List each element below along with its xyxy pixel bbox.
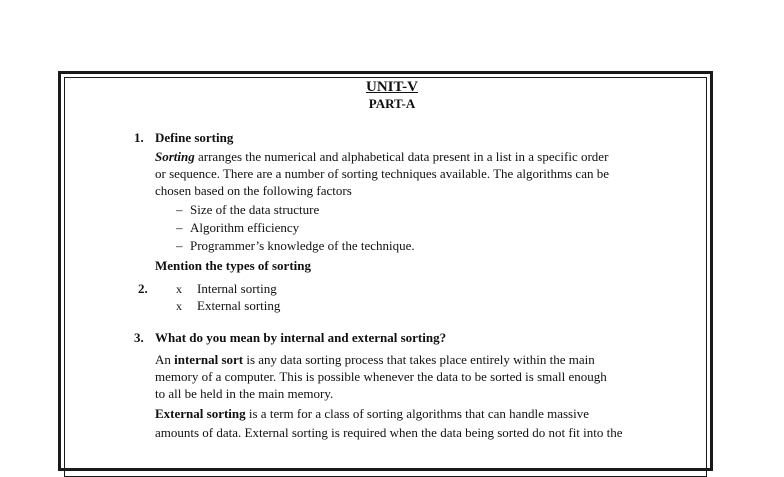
q3-p1-line3: to all be held in the main memory.: [155, 386, 334, 401]
q3-p1-a: An: [155, 352, 175, 367]
dash-bullet: –: [176, 238, 183, 253]
dash-bullet: –: [176, 220, 183, 235]
q3-p1-line2: memory of a computer. This is possible whenever the data to be sorted is small enough: [155, 369, 607, 384]
factor-item: Algorithm efficiency: [190, 220, 300, 235]
dash-bullet: –: [176, 202, 183, 217]
part-heading: PART-A: [368, 96, 416, 111]
factor-item: Programmer’s knowledge of the technique.: [190, 238, 415, 253]
q1-line2: or sequence. There are a number of sorting techniques available. The algorithms can be: [155, 166, 609, 181]
q1-line3: chosen based on the following factors: [155, 183, 352, 198]
factor-item: Size of the data structure: [190, 202, 320, 217]
q3-internal-term: internal sort: [174, 352, 244, 367]
x-bullet: x: [176, 299, 182, 313]
q3-p2-rest: is a term for a class of sorting algorithms that can handle massive: [245, 406, 589, 421]
q3-external-term: External sorting: [155, 406, 246, 421]
q3-p2-line1: [155, 406, 589, 422]
q3-number: 3.: [134, 330, 144, 345]
q2-title: Mention the types of sorting: [155, 258, 311, 273]
unit-heading: UNIT-V: [366, 79, 418, 95]
q1-term: Sorting: [155, 149, 195, 164]
q3-p1-line1: [155, 352, 595, 368]
sort-type-item: Internal sorting: [197, 281, 277, 296]
q2-number: 2.: [138, 281, 148, 296]
q1-title: Define sorting: [155, 130, 234, 145]
x-bullet: x: [176, 282, 182, 296]
sort-type-item: External sorting: [197, 298, 281, 313]
q1-line1: [155, 149, 608, 165]
q1-number: 1.: [134, 130, 144, 145]
q3-p2-line2: amounts of data. External sorting is required when the data being sorted do not fit into the: [155, 425, 623, 440]
q3-title: What do you mean by internal and external sorting?: [155, 330, 447, 345]
q1-line1-rest: arranges the numerical and alphabetical data present in a list in a specific order: [194, 149, 609, 164]
q3-p1-b: is any data sorting process that takes place entirely within the main: [243, 352, 595, 367]
